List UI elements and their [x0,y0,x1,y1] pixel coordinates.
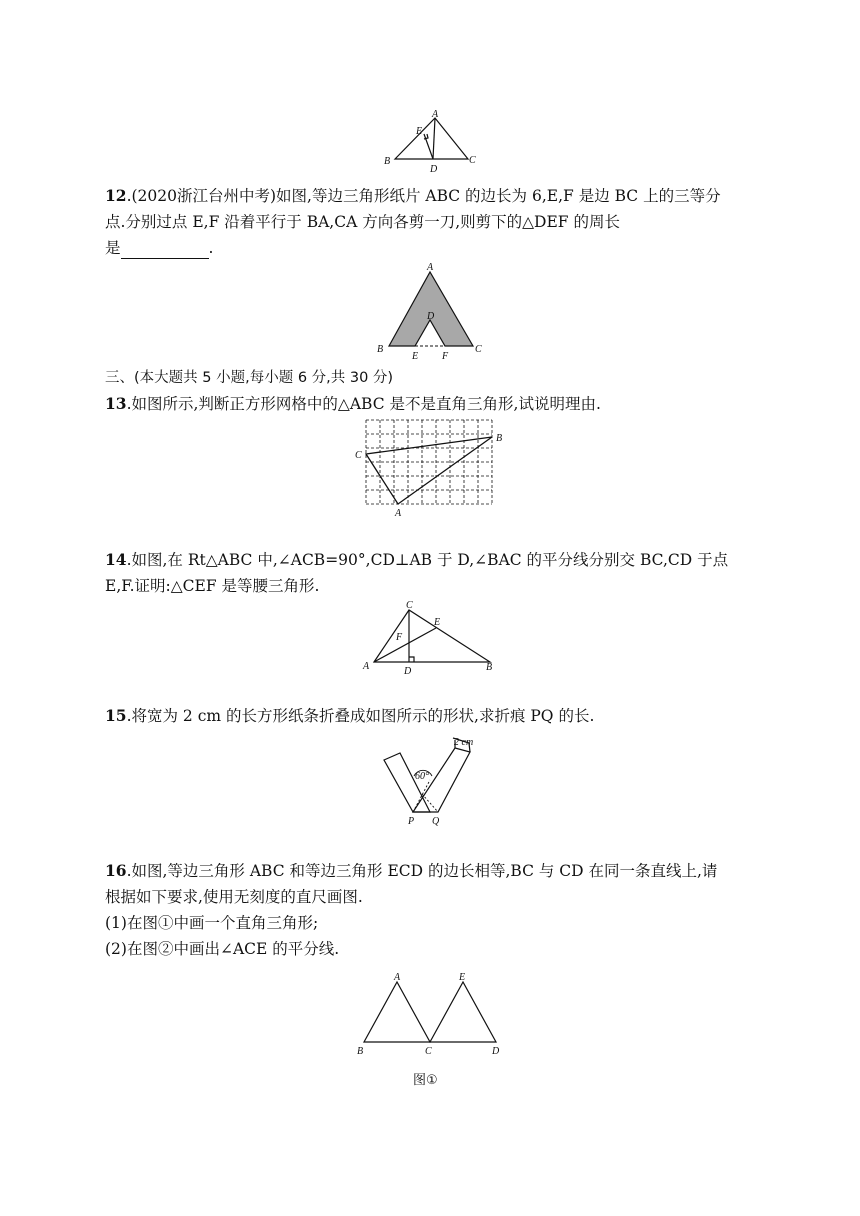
figure-q11 [380,109,480,175]
fig11-label-e: E [416,126,423,137]
section-three-heading: 三、(本大题共 5 小题,每小题 6 分,共 30 分) [105,370,394,386]
fig11-label-d: D [430,164,438,175]
q13-number: 13 [105,394,127,413]
q12-line1: 12.(2020浙江台州中考)如图,等边三角形纸片 ABC 的边长为 6,E,F 是边 BC 上的三等分 [105,186,721,205]
fig16-label-d: D [492,1046,500,1057]
q16-line2: 根据如下要求,使用无刻度的直尺画图. [105,888,363,906]
fig15-label-q: Q [432,816,440,827]
q15-number: 15 [105,706,127,725]
q15-line1: 15.将宽为 2 cm 的长方形纸条折叠成如图所示的形状,求折痕 PQ 的长. [105,706,595,725]
fig16-label-a: A [394,972,401,983]
fig11-label-b: B [384,156,391,167]
fig14-label-e: E [434,617,441,628]
fig14-label-b: B [486,662,493,673]
fig12-label-c: C [475,344,482,355]
fig15-label-p: P [408,816,415,827]
fig11-label-c: C [469,155,476,166]
fig15-width-label: 2 cm [454,737,474,748]
fig16-label-b: B [357,1046,364,1057]
q12-line3: 是 . [105,239,214,257]
q16-part2: (2)在图②中画出∠ACE 的平分线. [105,940,340,958]
q14-line2: E,F.证明:△CEF 是等腰三角形. [105,577,320,595]
figure-q14 [362,600,502,676]
fig12-label-b: B [377,344,384,355]
fig13-label-a: A [395,508,402,519]
fig14-label-f: F [396,632,403,643]
fig16-label-c: C [425,1046,432,1057]
fig14-label-d: D [404,666,412,677]
q12-number: 12 [105,186,127,205]
fig16-caption: 图① [413,1073,438,1088]
answer-blank[interactable] [121,242,209,259]
fig12-label-a: A [427,262,434,273]
fig13-label-c: C [355,450,362,461]
fig12-label-f: F [442,351,449,362]
q16-part1: (1)在图①中画一个直角三角形; [105,914,319,932]
q13-line1: 13.如图所示,判断正方形网格中的△ABC 是不是直角三角形,试说明理由. [105,394,601,413]
fig15-angle-label: 60° [415,771,429,782]
q16-line1: 16.如图,等边三角形 ABC 和等边三角形 ECD 的边长相等,BC 与 CD 在同一条直线上,请 [105,861,718,880]
figure-q12 [375,262,490,360]
fig14-label-a: A [363,661,370,672]
fig12-label-d: D [427,311,435,322]
fig11-label-a: A [432,109,439,120]
fig12-label-e: E [412,351,419,362]
fig14-label-c: C [406,600,413,611]
q12-line2: 点.分别过点 E,F 沿着平行于 BA,CA 方向各剪一刀,则剪下的△DEF 的周长 [105,213,620,231]
q16-number: 16 [105,861,127,880]
q14-line1: 14.如图,在 Rt△ABC 中,∠ACB=90°,CD⊥AB 于 D,∠BAC 的平分线分别交 BC,CD 于点 [105,550,729,569]
figure-q15 [380,730,490,828]
figure-q16 [350,970,510,1060]
q14-number: 14 [105,550,127,569]
figure-q13 [350,418,520,520]
fig16-label-e: E [459,972,466,983]
fig13-label-b: B [496,433,503,444]
